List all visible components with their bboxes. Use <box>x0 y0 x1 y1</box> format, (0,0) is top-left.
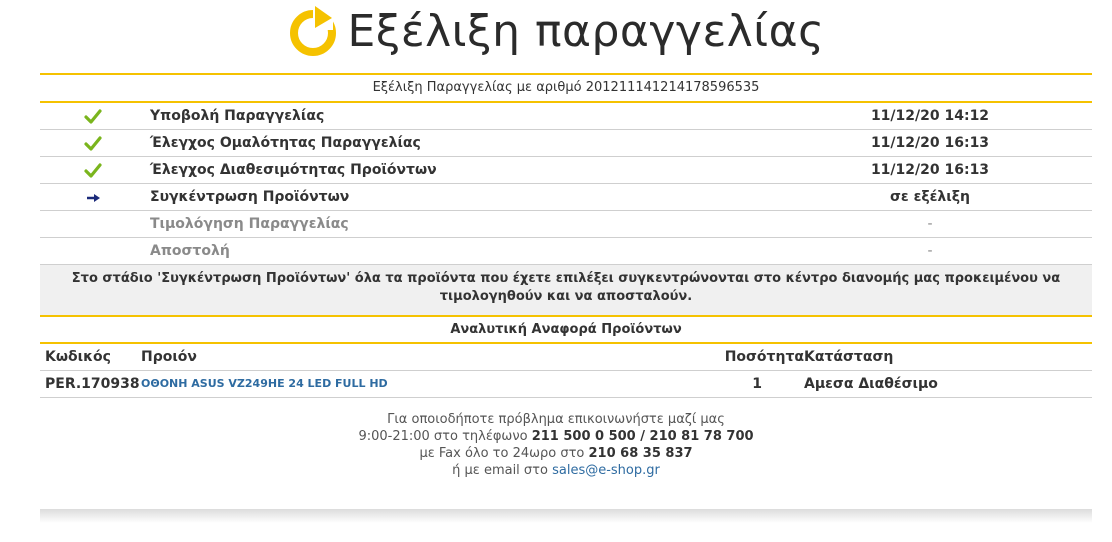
check-icon <box>84 162 102 180</box>
email-link[interactable]: sales@e-shop.gr <box>552 463 660 478</box>
steps-list <box>40 103 1092 265</box>
refresh-icon <box>288 6 338 56</box>
step-label: Έλεγχος Διαθεσιμότητας Προϊόντων <box>150 162 437 178</box>
order-progress-panel <box>40 73 1092 398</box>
col-status: Κατάσταση <box>804 349 894 365</box>
col-quantity: Ποσότητα <box>724 349 804 365</box>
step-row <box>40 211 1092 237</box>
product-code: PER.170938 <box>45 376 140 392</box>
page-header <box>0 0 1112 62</box>
table-row <box>40 371 1092 397</box>
product-status: Αμεσα Διαθέσιμο <box>804 376 938 392</box>
fax-number: 210 68 35 837 <box>588 446 693 461</box>
step-label: Έλεγχος Ομαλότητας Παραγγελίας <box>150 135 421 151</box>
report-title: Αναλυτική Αναφορά Προϊόντων <box>450 322 682 337</box>
footer-shadow <box>40 509 1092 523</box>
table-header <box>40 344 1092 370</box>
contact-line: Για οποιοδήποτε πρόβλημα επικοινωνήστε μαζί μας <box>387 412 725 427</box>
step-label: Συγκέντρωση Προϊόντων <box>150 189 350 205</box>
step-row <box>40 103 1092 129</box>
step-value: 11/12/20 16:13 <box>870 135 990 151</box>
step-label: Υποβολή Παραγγελίας <box>150 108 325 124</box>
product-link[interactable]: ΟΘΟΝΗ ASUS VZ249HE 24 LED FULL HD <box>141 377 388 390</box>
step-value: - <box>927 216 933 232</box>
order-number-title: Εξέλιξη Παραγγελίας με αριθμό 201211141214178596535 <box>372 80 760 95</box>
phone-numbers: 211 500 0 500 / 210 81 78 700 <box>531 429 754 444</box>
step-label: Τιμολόγηση Παραγγελίας <box>150 216 349 232</box>
step-row <box>40 184 1092 210</box>
step-value: σε εξέλιξη <box>890 189 970 205</box>
product-quantity: 1 <box>752 376 762 392</box>
step-row <box>40 238 1092 264</box>
col-code: Κωδικός <box>45 349 111 365</box>
page-title: Εξέλιξη παραγγελίας <box>347 5 825 57</box>
step-value: - <box>927 243 933 259</box>
stage-note: Στο στάδιο 'Συγκέντρωση Προϊόντων' όλα τα προϊόντα που έχετε επιλέξει συγκεντρώνονται στο κέντρο διανομής μας προκειμένου να τιμολογηθούν και να αποσταλούν. <box>40 265 1092 315</box>
step-value: 11/12/20 16:13 <box>870 162 990 178</box>
arrow-right-icon <box>84 189 102 207</box>
check-icon <box>84 135 102 153</box>
col-product: Προιόν <box>141 349 197 365</box>
step-row <box>40 157 1092 183</box>
step-row <box>40 130 1092 156</box>
contact-info: Για οποιοδήποτε πρόβλημα επικοινωνήστε μαζί μας 9:00-21:00 στο τηλέφωνο 211 500 0 500 / 210 81 78 700 με Fax όλο το 24ωρο στο 210 68 35 837 ή με email στο sales@e-shop.gr <box>0 411 1112 479</box>
check-icon <box>84 108 102 126</box>
step-label: Αποστολή <box>150 243 230 259</box>
step-value: 11/12/20 14:12 <box>870 108 990 124</box>
